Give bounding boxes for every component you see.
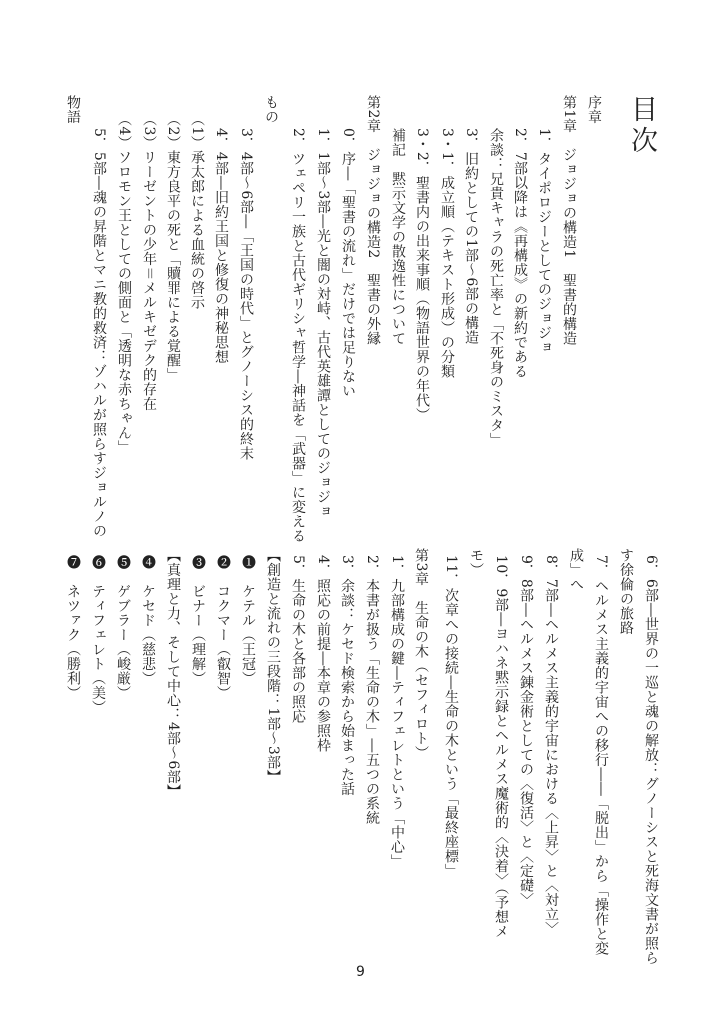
toc-entry: 6．6部―世界の一巡と魂の解放：グノーシスと死海文書が照ら	[643, 555, 659, 966]
page-title: 目次	[626, 95, 657, 157]
toc-entry: もの	[263, 95, 279, 124]
toc-entry: 8．7部―ヘルメス主義的宇宙における〈上昇〉と〈対立〉	[543, 555, 559, 937]
toc-entry: 余談：兄貴キャラの死亡率と「不死身のミスタ」	[488, 128, 504, 447]
toc-entry: ❹ ケセド（慈悲）	[140, 555, 156, 686]
toc-entry: 第3章 生命の木（セフィロト）	[413, 548, 429, 761]
toc-entry: （1）承太郎による血統の啓示	[189, 112, 205, 310]
toc-entry: 第1章 ジョジョの構造1 聖書的構造	[561, 95, 577, 346]
toc-entry: 3・2．聖書内の出来事順（物語世界の年代）	[414, 128, 430, 423]
toc-entry: 2．本書が扱う「生命の木」―五つの系統	[364, 555, 380, 826]
toc-entry: 物語	[65, 95, 81, 124]
toc-entry: 成」へ	[568, 548, 584, 592]
toc-entry: ❶ ケテル（王冠）	[240, 555, 256, 686]
toc-entry: 【真理と力、そして中心：4部～6部】	[165, 548, 181, 799]
toc-entry: 5．生命の木と各部の照応	[290, 555, 306, 724]
toc-entry: 4．照応の前提―本章の参照枠	[315, 555, 331, 753]
toc-entry: ❺ ゲブラー（峻厳）	[115, 555, 131, 700]
toc-entry: 序章	[586, 95, 602, 124]
toc-entry: 【創造と流れの三段階：1部～3部】	[265, 548, 281, 785]
toc-entry: 1．九部構成の鍵―ティフェレトという「中心」	[389, 555, 405, 869]
toc-entry: ❷ コクマー（叡智）	[215, 555, 231, 700]
toc-entry: 7．ヘルメス主義的宇宙への移行――「脱出」から「操作と変	[593, 555, 609, 956]
toc-entry: 0．序―「聖書の流れ」だけでは足りない	[340, 128, 356, 399]
toc-entry: ❼ ネツァク（勝利）	[65, 555, 81, 700]
page-number: 9	[356, 964, 365, 980]
toc-entry: （4）ソロモン王としての側面と「透明な赤ちゃん」	[116, 112, 132, 455]
toc-entry: 11．次章への接続―生命の木という「最終座標」	[443, 555, 459, 879]
toc-entry: 1．1部～3部―光と闇の対峙、古代英雄譚としてのジョジョ	[315, 128, 331, 519]
toc-entry: す徐倫の旅路	[618, 548, 634, 635]
toc-entry: 5．5部―魂の昇階とマニ教的救済：ゾハルが照らすジョルノの	[91, 128, 107, 539]
toc-entry: 3．余談：ケセド検索から始まった話	[339, 555, 355, 797]
toc-entry: 10．9部―ヨハネ黙示録とヘルメス魔術的〈決着〉（予想メ	[493, 555, 509, 939]
toc-entry: （2）東方良平の死と「贖罪による覚醒」	[165, 112, 181, 383]
toc-entry: ❸ ビナー（理解）	[190, 555, 206, 686]
toc-entry: （3）リーゼントの少年＝メルキゼデク的存在	[141, 112, 157, 412]
toc-entry: 4．4部―旧約王国と修復の神秘思想	[213, 128, 229, 365]
toc-entry: 3．4部～6部―「王国の時代」とグノーシス的終末	[238, 128, 254, 461]
toc-entry: 3・1．成立順（テキスト形成）の分類	[439, 128, 455, 379]
toc-entry: 補記 黙示文学の散逸性について	[390, 128, 406, 346]
toc-entry: モ）	[468, 548, 484, 577]
toc-entry: 9．8部―ヘルメス錬金術としての〈復活〉と〈定礎〉	[518, 555, 534, 908]
toc-entry: ❻ ティフェレト（美）	[90, 555, 106, 715]
toc-entry: 2．7部以降は《再構成》の新約である	[512, 128, 528, 379]
toc-entry: 1．タイポロジーとしてのジョジョ	[536, 128, 552, 355]
toc-entry: 2．ツェペリ一族と古代ギリシャ哲学―神話を「武器」に変える	[290, 128, 306, 544]
toc-entry: 第2章 ジョジョの構造2 聖書の外縁	[365, 95, 381, 346]
toc-entry: 3．旧約としての1部～6部の構造	[463, 128, 479, 345]
